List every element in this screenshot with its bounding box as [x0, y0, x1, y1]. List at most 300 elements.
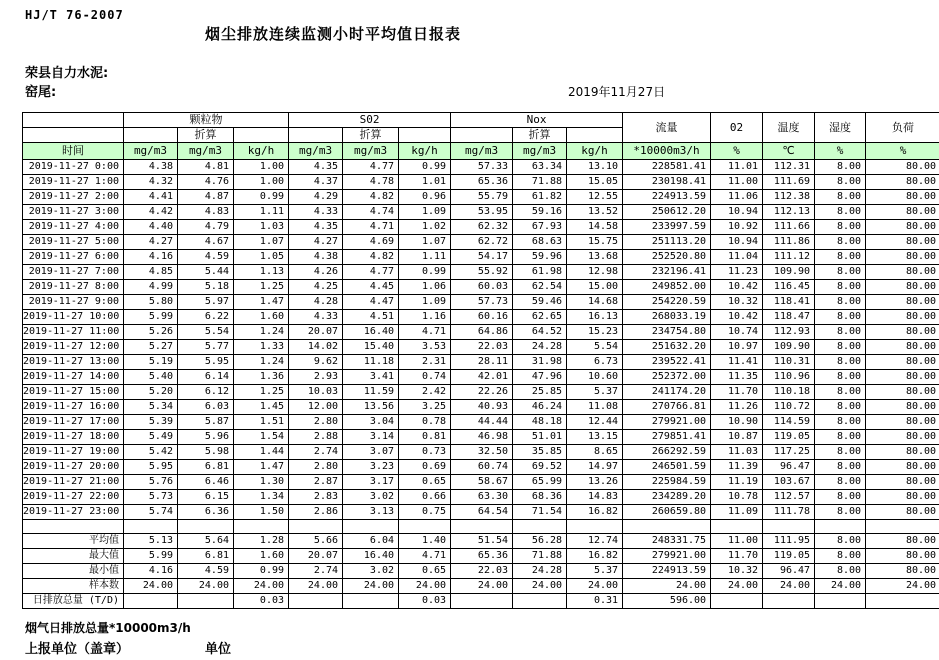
value-cell: 8.00 [815, 265, 866, 280]
value-cell: 234289.20 [623, 490, 711, 505]
value-cell [124, 520, 178, 534]
value-cell: 80.00 [866, 385, 939, 400]
value-cell: 4.71 [343, 220, 399, 235]
table-row [23, 160, 939, 175]
value-cell: 11.19 [711, 475, 763, 490]
value-cell: 1.44 [234, 445, 289, 460]
value-cell: 8.00 [815, 505, 866, 520]
value-cell: 5.76 [124, 475, 178, 490]
value-cell: 234754.80 [623, 325, 711, 340]
value-cell: 80.00 [866, 220, 939, 235]
value-cell: 71.88 [513, 175, 567, 190]
header-row-groups [23, 113, 939, 128]
time-cell: 2019-11-27 5:00 [23, 235, 124, 250]
table-row [23, 490, 939, 505]
value-cell: 110.72 [763, 400, 815, 415]
value-cell: 118.47 [763, 310, 815, 325]
value-cell: 4.27 [289, 235, 343, 250]
value-cell: 11.08 [567, 400, 623, 415]
value-cell: 111.86 [763, 235, 815, 250]
value-cell: 4.27 [124, 235, 178, 250]
value-cell: 1.40 [399, 534, 451, 549]
table-row [23, 475, 939, 490]
value-cell: 14.83 [567, 490, 623, 505]
value-cell: 3.41 [343, 370, 399, 385]
value-cell: 112.57 [763, 490, 815, 505]
unit-load-pct: % [866, 143, 939, 160]
table-row [23, 205, 939, 220]
value-cell: 22.03 [451, 564, 513, 579]
value-cell: 268033.19 [623, 310, 711, 325]
value-cell: 68.36 [513, 490, 567, 505]
value-cell: 4.78 [343, 175, 399, 190]
value-cell: 1.13 [234, 265, 289, 280]
unit-label: 单位 [205, 642, 232, 657]
value-cell: 5.13 [124, 534, 178, 549]
value-cell: 0.96 [399, 190, 451, 205]
value-cell: 24.00 [234, 579, 289, 594]
value-cell: 80.00 [866, 340, 939, 355]
value-cell: 28.11 [451, 355, 513, 370]
value-cell: 5.44 [178, 265, 234, 280]
value-cell: 4.45 [343, 280, 399, 295]
value-cell: 4.32 [124, 175, 178, 190]
value-cell: 4.47 [343, 295, 399, 310]
value-cell: 3.02 [343, 490, 399, 505]
header-blank [234, 128, 289, 143]
value-cell: 4.82 [343, 190, 399, 205]
value-cell: 5.95 [178, 355, 234, 370]
value-cell: 24.00 [763, 579, 815, 594]
value-cell: 279921.00 [623, 549, 711, 564]
time-cell: 2019-11-27 20:00 [23, 460, 124, 475]
value-cell: 4.16 [124, 250, 178, 265]
value-cell [399, 520, 451, 534]
time-cell: 2019-11-27 1:00 [23, 175, 124, 190]
value-cell: 8.00 [815, 385, 866, 400]
time-cell: 2019-11-27 6:00 [23, 250, 124, 265]
time-cell: 2019-11-27 21:00 [23, 475, 124, 490]
value-cell: 228581.41 [623, 160, 711, 175]
value-cell: 5.99 [124, 310, 178, 325]
value-cell: 1.47 [234, 460, 289, 475]
value-cell: 8.00 [815, 220, 866, 235]
value-cell: 4.59 [178, 564, 234, 579]
value-cell: 65.99 [513, 475, 567, 490]
value-cell [289, 520, 343, 534]
time-cell: 2019-11-27 0:00 [23, 160, 124, 175]
value-cell: 1.30 [234, 475, 289, 490]
header-blank [289, 128, 343, 143]
value-cell: 80.00 [866, 534, 939, 549]
value-cell: 5.73 [124, 490, 178, 505]
col-header-temp: 温度 [763, 113, 815, 143]
table-row [23, 400, 939, 415]
value-cell: 5.54 [178, 325, 234, 340]
value-cell: 24.00 [343, 579, 399, 594]
value-cell: 60.16 [451, 310, 513, 325]
reporting-unit-label: 上报单位（盖章） [25, 642, 130, 657]
value-cell: 24.00 [711, 579, 763, 594]
value-cell: 10.97 [711, 340, 763, 355]
value-cell: 0.78 [399, 415, 451, 430]
value-cell: 0.99 [234, 564, 289, 579]
table-row [23, 430, 939, 445]
value-cell: 1.51 [234, 415, 289, 430]
col-header-time: 时间 [23, 143, 124, 160]
summary-row [23, 579, 939, 594]
value-cell: 0.99 [399, 265, 451, 280]
value-cell: 1.02 [399, 220, 451, 235]
time-cell: 2019-11-27 12:00 [23, 340, 124, 355]
col-header-load: 负荷 [866, 113, 939, 143]
value-cell: 4.33 [289, 205, 343, 220]
value-cell: 10.78 [711, 490, 763, 505]
value-cell: 8.00 [815, 460, 866, 475]
value-cell: 279851.41 [623, 430, 711, 445]
value-cell: 16.40 [343, 325, 399, 340]
value-cell: 4.38 [124, 160, 178, 175]
value-cell: 103.67 [763, 475, 815, 490]
value-cell: 3.25 [399, 400, 451, 415]
value-cell: 42.01 [451, 370, 513, 385]
value-cell: 248331.75 [623, 534, 711, 549]
table-row [23, 265, 939, 280]
value-cell: 47.96 [513, 370, 567, 385]
value-cell: 5.64 [178, 534, 234, 549]
value-cell: 10.42 [711, 280, 763, 295]
value-cell: 5.87 [178, 415, 234, 430]
value-cell: 12.44 [567, 415, 623, 430]
value-cell: 1.25 [234, 385, 289, 400]
value-cell: 48.18 [513, 415, 567, 430]
header-blank [23, 128, 124, 143]
summary-row [23, 549, 939, 564]
value-cell: 5.80 [124, 295, 178, 310]
time-cell: 2019-11-27 4:00 [23, 220, 124, 235]
value-cell [451, 520, 513, 534]
value-cell: 4.40 [124, 220, 178, 235]
unit-nox-conv-mg: mg/m3 [513, 143, 567, 160]
time-cell: 2019-11-27 13:00 [23, 355, 124, 370]
value-cell: 110.31 [763, 355, 815, 370]
value-cell: 10.32 [711, 564, 763, 579]
value-cell: 4.69 [343, 235, 399, 250]
unit-so2-mg: mg/m3 [289, 143, 343, 160]
time-cell: 2019-11-27 14:00 [23, 370, 124, 385]
value-cell: 112.13 [763, 205, 815, 220]
value-cell: 24.00 [623, 579, 711, 594]
page-title: 烟尘排放连续监测小时平均值日报表 [205, 25, 462, 43]
value-cell: 1.50 [234, 505, 289, 520]
value-cell: 233997.59 [623, 220, 711, 235]
time-cell: 2019-11-27 18:00 [23, 430, 124, 445]
table-row [23, 190, 939, 205]
value-cell: 224913.59 [623, 564, 711, 579]
value-cell: 80.00 [866, 430, 939, 445]
value-cell [711, 520, 763, 534]
value-cell: 6.81 [178, 549, 234, 564]
value-cell: 10.90 [711, 415, 763, 430]
value-cell: 249852.00 [623, 280, 711, 295]
value-cell: 5.37 [567, 385, 623, 400]
table-row [23, 220, 939, 235]
col-header-o2: 02 [711, 113, 763, 143]
col-header-flow: 流量 [623, 113, 711, 143]
value-cell: 11.26 [711, 400, 763, 415]
value-cell: 80.00 [866, 355, 939, 370]
col-header-humidity: 湿度 [815, 113, 866, 143]
value-cell: 13.56 [343, 400, 399, 415]
value-cell: 596.00 [623, 594, 711, 609]
unit-temp-deg: ℃ [763, 143, 815, 160]
value-cell: 8.00 [815, 445, 866, 460]
value-cell: 15.75 [567, 235, 623, 250]
table-row [23, 310, 939, 325]
value-cell: 6.04 [343, 534, 399, 549]
flue-gas-total-label: 烟气日排放总量*10000m3/h [25, 621, 191, 635]
value-cell: 96.47 [763, 564, 815, 579]
value-cell: 6.22 [178, 310, 234, 325]
value-cell [343, 520, 399, 534]
value-cell [234, 520, 289, 534]
table-row [23, 505, 939, 520]
value-cell: 40.93 [451, 400, 513, 415]
value-cell: 1.33 [234, 340, 289, 355]
value-cell: 5.66 [289, 534, 343, 549]
value-cell: 62.32 [451, 220, 513, 235]
value-cell: 11.18 [343, 355, 399, 370]
table-row [23, 175, 939, 190]
value-cell: 12.98 [567, 265, 623, 280]
value-cell: 65.36 [451, 175, 513, 190]
header-blank [124, 128, 178, 143]
value-cell: 3.14 [343, 430, 399, 445]
table-row [23, 460, 939, 475]
value-cell: 69.52 [513, 460, 567, 475]
value-cell: 5.26 [124, 325, 178, 340]
value-cell: 46.24 [513, 400, 567, 415]
value-cell: 13.52 [567, 205, 623, 220]
value-cell: 80.00 [866, 235, 939, 250]
value-cell: 5.97 [178, 295, 234, 310]
value-cell: 4.67 [178, 235, 234, 250]
value-cell: 56.28 [513, 534, 567, 549]
table-row [23, 385, 939, 400]
value-cell: 10.32 [711, 295, 763, 310]
value-cell: 4.35 [289, 220, 343, 235]
value-cell: 25.85 [513, 385, 567, 400]
value-cell: 279921.00 [623, 415, 711, 430]
value-cell: 260659.80 [623, 505, 711, 520]
value-cell: 117.25 [763, 445, 815, 460]
value-cell: 111.69 [763, 175, 815, 190]
value-cell: 11.39 [711, 460, 763, 475]
value-cell: 8.00 [815, 430, 866, 445]
table-row [23, 415, 939, 430]
value-cell [763, 520, 815, 534]
value-cell: 80.00 [866, 205, 939, 220]
value-cell: 114.59 [763, 415, 815, 430]
value-cell: 0.66 [399, 490, 451, 505]
time-cell: 2019-11-27 19:00 [23, 445, 124, 460]
value-cell [815, 594, 866, 609]
col-header-nox-converted: 折算 [513, 128, 567, 143]
value-cell: 24.00 [567, 579, 623, 594]
value-cell: 109.90 [763, 265, 815, 280]
value-cell: 0.75 [399, 505, 451, 520]
value-cell: 8.00 [815, 370, 866, 385]
value-cell: 2.31 [399, 355, 451, 370]
value-cell: 13.15 [567, 430, 623, 445]
value-cell: 8.00 [815, 205, 866, 220]
value-cell: 11.70 [711, 549, 763, 564]
value-cell: 4.99 [124, 280, 178, 295]
value-cell: 4.74 [343, 205, 399, 220]
value-cell: 80.00 [866, 415, 939, 430]
value-cell: 4.51 [343, 310, 399, 325]
value-cell: 4.37 [289, 175, 343, 190]
value-cell: 232196.41 [623, 265, 711, 280]
value-cell: 8.00 [815, 475, 866, 490]
value-cell: 1.06 [399, 280, 451, 295]
value-cell: 80.00 [866, 400, 939, 415]
value-cell: 80.00 [866, 295, 939, 310]
value-cell: 10.94 [711, 235, 763, 250]
value-cell: 230198.41 [623, 175, 711, 190]
value-cell: 112.93 [763, 325, 815, 340]
value-cell: 1.54 [234, 430, 289, 445]
header-row-units [23, 143, 939, 160]
unit-pm-kgh: kg/h [234, 143, 289, 160]
value-cell: 4.85 [124, 265, 178, 280]
value-cell: 2.93 [289, 370, 343, 385]
table-row [23, 340, 939, 355]
value-cell: 0.99 [234, 190, 289, 205]
summary-row [23, 534, 939, 549]
value-cell: 10.42 [711, 310, 763, 325]
value-cell: 119.05 [763, 549, 815, 564]
value-cell: 4.26 [289, 265, 343, 280]
table-row [23, 250, 939, 265]
value-cell: 4.35 [289, 160, 343, 175]
value-cell: 44.44 [451, 415, 513, 430]
spacer-row [23, 520, 939, 534]
value-cell: 4.81 [178, 160, 234, 175]
value-cell: 12.55 [567, 190, 623, 205]
value-cell: 60.74 [451, 460, 513, 475]
value-cell [567, 520, 623, 534]
value-cell [866, 520, 939, 534]
col-header-so2-converted: 折算 [343, 128, 399, 143]
value-cell: 118.41 [763, 295, 815, 310]
summary-row [23, 594, 939, 609]
value-cell: 1.47 [234, 295, 289, 310]
value-cell: 6.81 [178, 460, 234, 475]
value-cell: 13.26 [567, 475, 623, 490]
value-cell: 8.65 [567, 445, 623, 460]
value-cell: 13.10 [567, 160, 623, 175]
value-cell: 80.00 [866, 445, 939, 460]
value-cell: 80.00 [866, 370, 939, 385]
value-cell: 24.00 [178, 579, 234, 594]
unit-o2-pct: % [711, 143, 763, 160]
value-cell: 2.88 [289, 430, 343, 445]
value-cell: 4.28 [289, 295, 343, 310]
table-row [23, 235, 939, 250]
table-row [23, 325, 939, 340]
value-cell: 4.83 [178, 205, 234, 220]
value-cell: 55.79 [451, 190, 513, 205]
value-cell: 111.78 [763, 505, 815, 520]
value-cell: 80.00 [866, 175, 939, 190]
value-cell: 14.02 [289, 340, 343, 355]
table-row [23, 355, 939, 370]
value-cell: 5.18 [178, 280, 234, 295]
value-cell [815, 520, 866, 534]
value-cell: 11.00 [711, 175, 763, 190]
value-cell: 80.00 [866, 280, 939, 295]
value-cell: 8.00 [815, 400, 866, 415]
value-cell: 109.90 [763, 340, 815, 355]
value-cell: 62.72 [451, 235, 513, 250]
value-cell: 5.54 [567, 340, 623, 355]
time-cell: 最小值 [23, 564, 124, 579]
value-cell: 112.31 [763, 160, 815, 175]
header-blank [23, 113, 124, 128]
value-cell: 1.45 [234, 400, 289, 415]
standard-code: HJ/T 76-2007 [25, 8, 124, 22]
value-cell [866, 594, 939, 609]
value-cell: 80.00 [866, 475, 939, 490]
value-cell: 5.77 [178, 340, 234, 355]
value-cell [178, 520, 234, 534]
time-cell: 2019-11-27 3:00 [23, 205, 124, 220]
value-cell: 8.00 [815, 355, 866, 370]
value-cell: 15.00 [567, 280, 623, 295]
value-cell: 61.82 [513, 190, 567, 205]
value-cell: 270766.81 [623, 400, 711, 415]
time-cell: 样本数 [23, 579, 124, 594]
row-label: 日排放总量 (T/D) [23, 594, 124, 609]
value-cell: 35.85 [513, 445, 567, 460]
time-cell: 平均值 [23, 534, 124, 549]
value-cell: 24.28 [513, 564, 567, 579]
value-cell: 31.98 [513, 355, 567, 370]
value-cell: 0.03 [399, 594, 451, 609]
value-cell: 80.00 [866, 564, 939, 579]
value-cell: 1.03 [234, 220, 289, 235]
value-cell: 24.00 [124, 579, 178, 594]
value-cell: 1.16 [399, 310, 451, 325]
value-cell: 266292.59 [623, 445, 711, 460]
value-cell: 3.07 [343, 445, 399, 460]
value-cell [451, 594, 513, 609]
value-cell: 63.34 [513, 160, 567, 175]
time-cell: 2019-11-27 23:00 [23, 505, 124, 520]
value-cell: 5.27 [124, 340, 178, 355]
col-header-pm: 颗粒物 [124, 113, 289, 128]
value-cell: 111.66 [763, 220, 815, 235]
value-cell: 251113.20 [623, 235, 711, 250]
value-cell: 62.65 [513, 310, 567, 325]
value-cell: 0.81 [399, 430, 451, 445]
value-cell: 4.29 [289, 190, 343, 205]
value-cell: 1.05 [234, 250, 289, 265]
value-cell: 3.02 [343, 564, 399, 579]
value-cell: 5.98 [178, 445, 234, 460]
value-cell: 14.97 [567, 460, 623, 475]
